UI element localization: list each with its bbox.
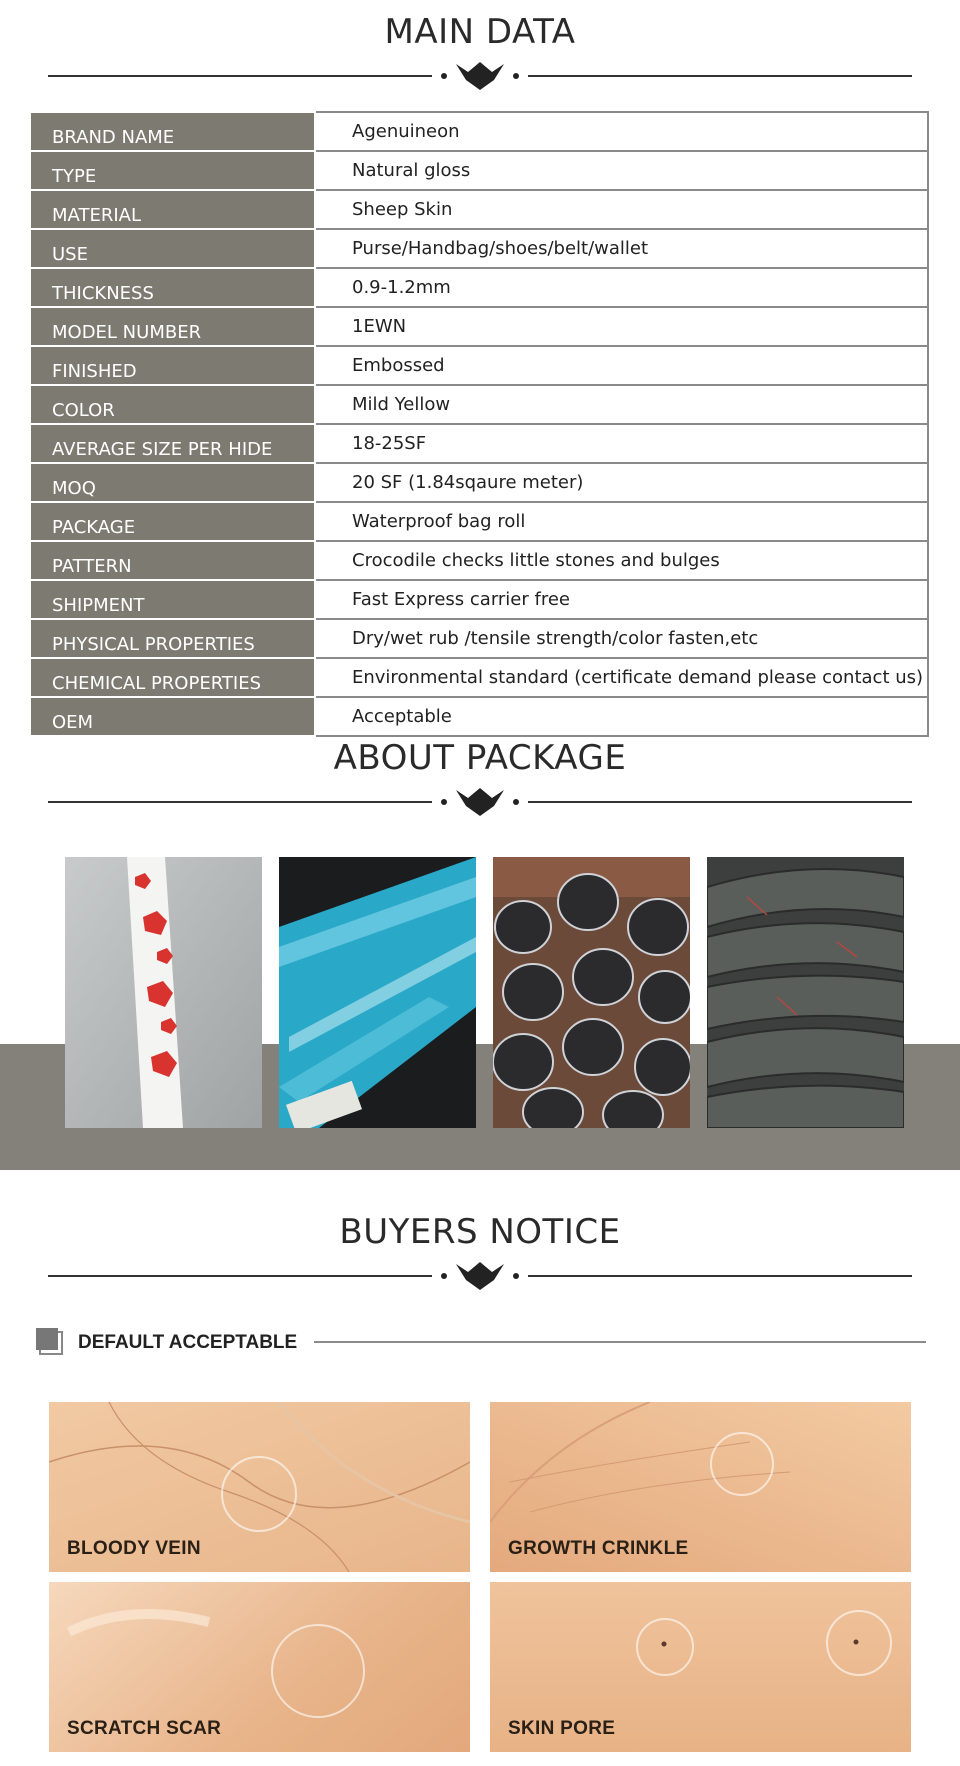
default-acceptable-label: DEFAULT ACCEPTABLE — [78, 1332, 298, 1353]
scratch-scar-tile — [49, 1582, 470, 1752]
ornament-divider — [48, 1256, 912, 1296]
spec-value: Mild Yellow — [315, 385, 928, 424]
spec-key: TYPE — [32, 151, 315, 190]
tile-label: GROWTH CRINKLE — [508, 1538, 689, 1559]
plastic-bag-rolls-photo — [493, 857, 690, 1128]
skin-pore-tile — [490, 1582, 911, 1752]
highlight-circle — [636, 1618, 694, 1676]
ornament-divider — [48, 782, 912, 822]
main-data-table — [31, 111, 929, 737]
spec-value: Acceptable — [315, 697, 928, 736]
table-row — [32, 151, 928, 190]
spec-value: Waterproof bag roll — [315, 502, 928, 541]
table-row — [32, 268, 928, 307]
table-row — [32, 229, 928, 268]
table-row — [32, 658, 928, 697]
table-row — [32, 424, 928, 463]
table-row — [32, 619, 928, 658]
table-row — [32, 697, 928, 736]
highlight-circle — [271, 1624, 365, 1718]
spec-value: 0.9-1.2mm — [315, 268, 928, 307]
buyers-notice-title: BUYERS NOTICE — [339, 1212, 621, 1252]
grey-bag-rolls-photo — [707, 857, 904, 1128]
spec-value: Natural gloss — [315, 151, 928, 190]
about-package-title: ABOUT PACKAGE — [333, 738, 627, 778]
spec-value: 18-25SF — [315, 424, 928, 463]
spec-key: AVERAGE SIZE PER HIDE — [32, 424, 315, 463]
spec-key: CHEMICAL PROPERTIES — [32, 658, 315, 697]
square-bullet-icon — [36, 1328, 64, 1356]
heading-rule — [314, 1341, 926, 1343]
table-row — [32, 541, 928, 580]
spec-key: PACKAGE — [32, 502, 315, 541]
spec-key: OEM — [32, 697, 315, 736]
spec-key: MOQ — [32, 463, 315, 502]
spec-key: PATTERN — [32, 541, 315, 580]
growth-crinkle-tile — [490, 1402, 911, 1572]
default-acceptable-heading — [36, 1328, 926, 1356]
highlight-circle — [710, 1432, 774, 1496]
spec-value: 20 SF (1.84sqaure meter) — [315, 463, 928, 502]
ornament-divider — [48, 56, 912, 96]
table-row — [32, 463, 928, 502]
table-row — [32, 385, 928, 424]
spec-key: SHIPMENT — [32, 580, 315, 619]
blue-wrapped-roll-photo — [279, 857, 476, 1128]
spec-value: Embossed — [315, 346, 928, 385]
spec-value: Sheep Skin — [315, 190, 928, 229]
spec-key: MODEL NUMBER — [32, 307, 315, 346]
spec-key: FINISHED — [32, 346, 315, 385]
table-row — [32, 190, 928, 229]
tile-label: SKIN PORE — [508, 1718, 616, 1739]
spec-key: PHYSICAL PROPERTIES — [32, 619, 315, 658]
spec-value: 1EWN — [315, 307, 928, 346]
white-roll-photo — [65, 857, 262, 1128]
table-row — [32, 502, 928, 541]
table-row — [32, 346, 928, 385]
spec-key: MATERIAL — [32, 190, 315, 229]
spec-value: Environmental standard (certificate demand please contact us) — [315, 658, 928, 697]
tile-label: BLOODY VEIN — [67, 1538, 201, 1559]
spec-value: Purse/Handbag/shoes/belt/wallet — [315, 229, 928, 268]
table-row — [32, 580, 928, 619]
spec-key: THICKNESS — [32, 268, 315, 307]
spec-key: COLOR — [32, 385, 315, 424]
table-row — [32, 307, 928, 346]
bloody-vein-tile — [49, 1402, 470, 1572]
main-data-title: MAIN DATA — [384, 12, 576, 52]
spec-key: USE — [32, 229, 315, 268]
spec-value: Crocodile checks little stones and bulges — [315, 541, 928, 580]
table-row — [32, 112, 928, 151]
spec-value: Agenuineon — [315, 112, 928, 151]
highlight-circle — [221, 1456, 297, 1532]
tile-label: SCRATCH SCAR — [67, 1718, 222, 1739]
spec-value: Fast Express carrier free — [315, 580, 928, 619]
spec-key: BRAND NAME — [32, 112, 315, 151]
spec-value: Dry/wet rub /tensile strength/color fasten,etc — [315, 619, 928, 658]
highlight-circle — [826, 1610, 892, 1676]
